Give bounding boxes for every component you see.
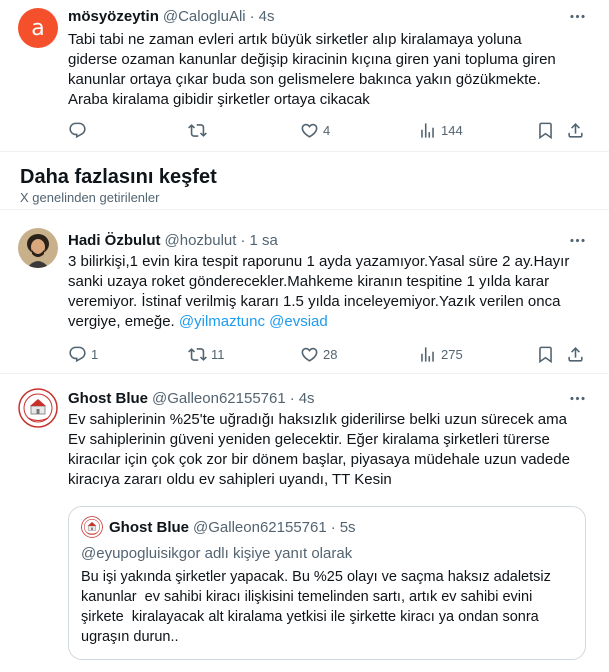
author-handle[interactable]: @hozbulut bbox=[164, 231, 237, 249]
author-handle[interactable]: @Galleon62155761 bbox=[152, 389, 286, 407]
avatar-letter: a bbox=[31, 15, 45, 41]
tweet-text: Ev sahiplerinin %25'te uğradığı haksızlık giderilirse belki uzun sürecek ama Ev sahiplerinin güveni yeniden gelecektir. Eğer kiralama şirketleri türerse kiracılar için çok çok zor bir dönem başlar, piyasaya müdehale uzun vadede kiracıya zararı oldu ev sahipleri uyandı, TT Kesin bbox=[68, 411, 570, 488]
more-icon[interactable] bbox=[567, 388, 587, 408]
dot-separator: · bbox=[289, 389, 295, 407]
bookmark-icon bbox=[536, 121, 555, 140]
views-button[interactable] bbox=[418, 342, 463, 366]
action-bar bbox=[60, 342, 600, 366]
action-bar bbox=[60, 118, 600, 142]
avatar[interactable] bbox=[18, 8, 58, 48]
author-handle[interactable]: @Galleon62155761 bbox=[193, 518, 327, 536]
view-count: 275 bbox=[441, 346, 463, 362]
quoted-tweet[interactable] bbox=[68, 506, 586, 660]
views-icon bbox=[418, 345, 437, 364]
dot-separator: · bbox=[249, 7, 255, 25]
avatar[interactable] bbox=[18, 388, 58, 428]
quote-text: Bu işi yakında şirketler yapacak. Bu %25 olayı ve saçma haksız adaletsiz kanunlar ev sahibi kiracı ilişkisini temelinden sartı, artık ev sahibi evini şirkete kiralayacak alt kiralama yetkisi ile şirkette kiracı ya ondan sonra ugraşın durun.. bbox=[81, 569, 551, 645]
tweet-header bbox=[68, 388, 579, 408]
tweet-text-body: 3 bilirkişi,1 evin kira tespit raporunu 1 ayda yazamıyor.Yasal süre 2 ay.Hayır sanki uzaya roket gönderecekler.Mahkeme kiranın tespitine 1 yılda karar veremiyor. İstinaf verilmiş kararı 1.5 yılda inceleyemiyor.Yazık verilen onca vergiye, emeğe. bbox=[68, 253, 570, 330]
author-name[interactable]: Hadi Özbulut bbox=[68, 231, 161, 249]
mention-link[interactable]: @yilmaztunc bbox=[178, 313, 265, 330]
timestamp[interactable]: 4s bbox=[298, 389, 315, 407]
tweet-header bbox=[68, 6, 579, 26]
tweet-1[interactable] bbox=[0, 0, 609, 152]
timestamp[interactable]: 5s bbox=[339, 518, 356, 536]
bookmark-icon bbox=[536, 345, 555, 364]
view-count: 144 bbox=[441, 122, 463, 138]
mention-link[interactable]: @evsiad bbox=[269, 313, 328, 330]
retweet-icon bbox=[188, 345, 207, 364]
reply-icon bbox=[68, 345, 87, 364]
like-button[interactable] bbox=[300, 118, 330, 142]
retweet-button[interactable] bbox=[188, 118, 207, 142]
tweet-text: Tabi tabi ne zaman evleri artık büyük sirketler alıp kiralamaya yoluna giderse ozaman kanunlar değişip kiracinin kıçına giren yani topluma giren kanunlar ortaya çıkar buda son gelismelere bakınca yakın gözükmekte. Araba kiralama gibidir şirketler ortaya cikacak bbox=[68, 31, 556, 108]
avatar[interactable] bbox=[81, 516, 103, 538]
author-name[interactable]: Ghost Blue bbox=[109, 518, 190, 536]
retweet-button[interactable] bbox=[188, 342, 225, 366]
bookmark-button[interactable] bbox=[536, 342, 555, 366]
tweet-text bbox=[68, 252, 588, 332]
share-button[interactable] bbox=[566, 118, 585, 142]
reply-button[interactable] bbox=[68, 118, 87, 142]
views-icon bbox=[418, 121, 437, 140]
share-button[interactable] bbox=[566, 342, 585, 366]
section-subtitle: X genelinden getirilenler bbox=[20, 190, 160, 205]
retweet-count: 11 bbox=[211, 346, 225, 362]
like-count: 4 bbox=[323, 122, 331, 138]
discover-section bbox=[0, 152, 609, 210]
like-icon bbox=[300, 121, 319, 140]
reply-button[interactable] bbox=[68, 342, 98, 366]
like-count: 28 bbox=[323, 346, 338, 362]
author-name[interactable]: Ghost Blue bbox=[68, 389, 149, 407]
more-icon[interactable] bbox=[567, 230, 587, 250]
author-handle[interactable]: @CalogluAli bbox=[162, 7, 246, 25]
share-icon bbox=[566, 121, 585, 140]
section-title: Daha fazlasını keşfet bbox=[20, 166, 217, 188]
reply-count: 1 bbox=[91, 346, 99, 362]
timestamp[interactable]: 1 sa bbox=[249, 231, 278, 249]
dot-separator: · bbox=[240, 231, 246, 249]
views-button[interactable] bbox=[418, 118, 463, 142]
tweet-header bbox=[68, 230, 579, 250]
bookmark-button[interactable] bbox=[536, 118, 555, 142]
tweet-2[interactable] bbox=[0, 218, 609, 374]
avatar[interactable] bbox=[18, 228, 58, 268]
more-icon[interactable] bbox=[567, 6, 587, 26]
reply-icon bbox=[68, 121, 87, 140]
quote-header bbox=[81, 517, 356, 537]
retweet-icon bbox=[188, 121, 207, 140]
like-button[interactable] bbox=[300, 342, 337, 366]
timestamp[interactable]: 4s bbox=[258, 7, 275, 25]
replying-to: @eyupogluisikgor adlı kişiye yanıt olarak bbox=[81, 545, 353, 562]
like-icon bbox=[300, 345, 319, 364]
author-name[interactable]: mösyözeytin bbox=[68, 7, 159, 25]
share-icon bbox=[566, 345, 585, 364]
dot-separator: · bbox=[330, 518, 336, 536]
